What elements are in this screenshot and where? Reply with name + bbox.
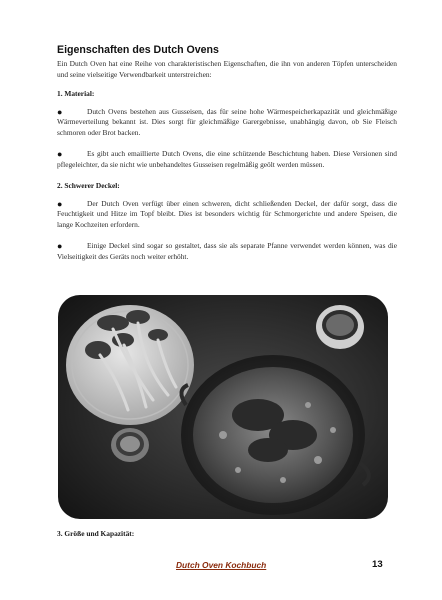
bullet-icon: ● [57,240,63,251]
bullet-item [57,149,397,171]
bullet-item [57,107,397,139]
bullet-item [57,199,397,231]
bullet-text: Dutch Ovens bestehen aus Gusseisen, das für seine hohe Wärmespeicherkapazität und gleichmäßige Wärmeverteilung bekannt ist. Dies sorgt für gleichmäßige Garergebnisse, unabhängig davon, ob Sie Fleisch schmoren oder Brot backen. [57,106,397,138]
footer-book-title: Dutch Oven Kochbuch [176,560,267,570]
bullet-icon: ● [57,148,63,159]
page-heading: Eigenschaften des Dutch Ovens [57,44,219,56]
bullet-text: Einige Deckel sind sogar so gestaltet, dass sie als separate Pfanne verwendet werden können, was die Vielseitigkeit des Geräts noch weiter erhöht. [57,240,397,261]
section-title-size: 3. Größe und Kapazität: [57,529,135,538]
food-photo [58,295,388,519]
bullet-icon: ● [57,198,63,209]
bullet-text: Der Dutch Oven verfügt über einen schweren, dicht schließenden Deckel, der dafür sorgt, dass die Feuchtigkeit und Hitze im Topf bleibt. Dies ist besonders wichtig für Schmorgerichte und andere Speisen, die lange Kochzeiten erfordern. [57,198,397,230]
section-title-lid: 2. Schwerer Deckel: [57,180,120,190]
section-title-material: 1. Material: [57,88,95,98]
bullet-text: Es gibt auch emaillierte Dutch Ovens, die eine schützende Beschichtung haben. Diese Versionen sind pflegeleichter, da sie nicht wie unbehandeltes Gusseisen regelmäßig geölt werden müssen. [57,148,397,169]
text-content [57,44,397,272]
bullet-item [57,241,397,263]
page-number: 13 [372,559,383,570]
bullet-icon: ● [57,106,63,117]
intro-paragraph: Ein Dutch Oven hat eine Reihe von charakteristischen Eigenschaften, die ihn von anderen Töpfen unterscheiden und seine vielseitige Verwendbarkeit unterstreichen: [57,59,397,79]
